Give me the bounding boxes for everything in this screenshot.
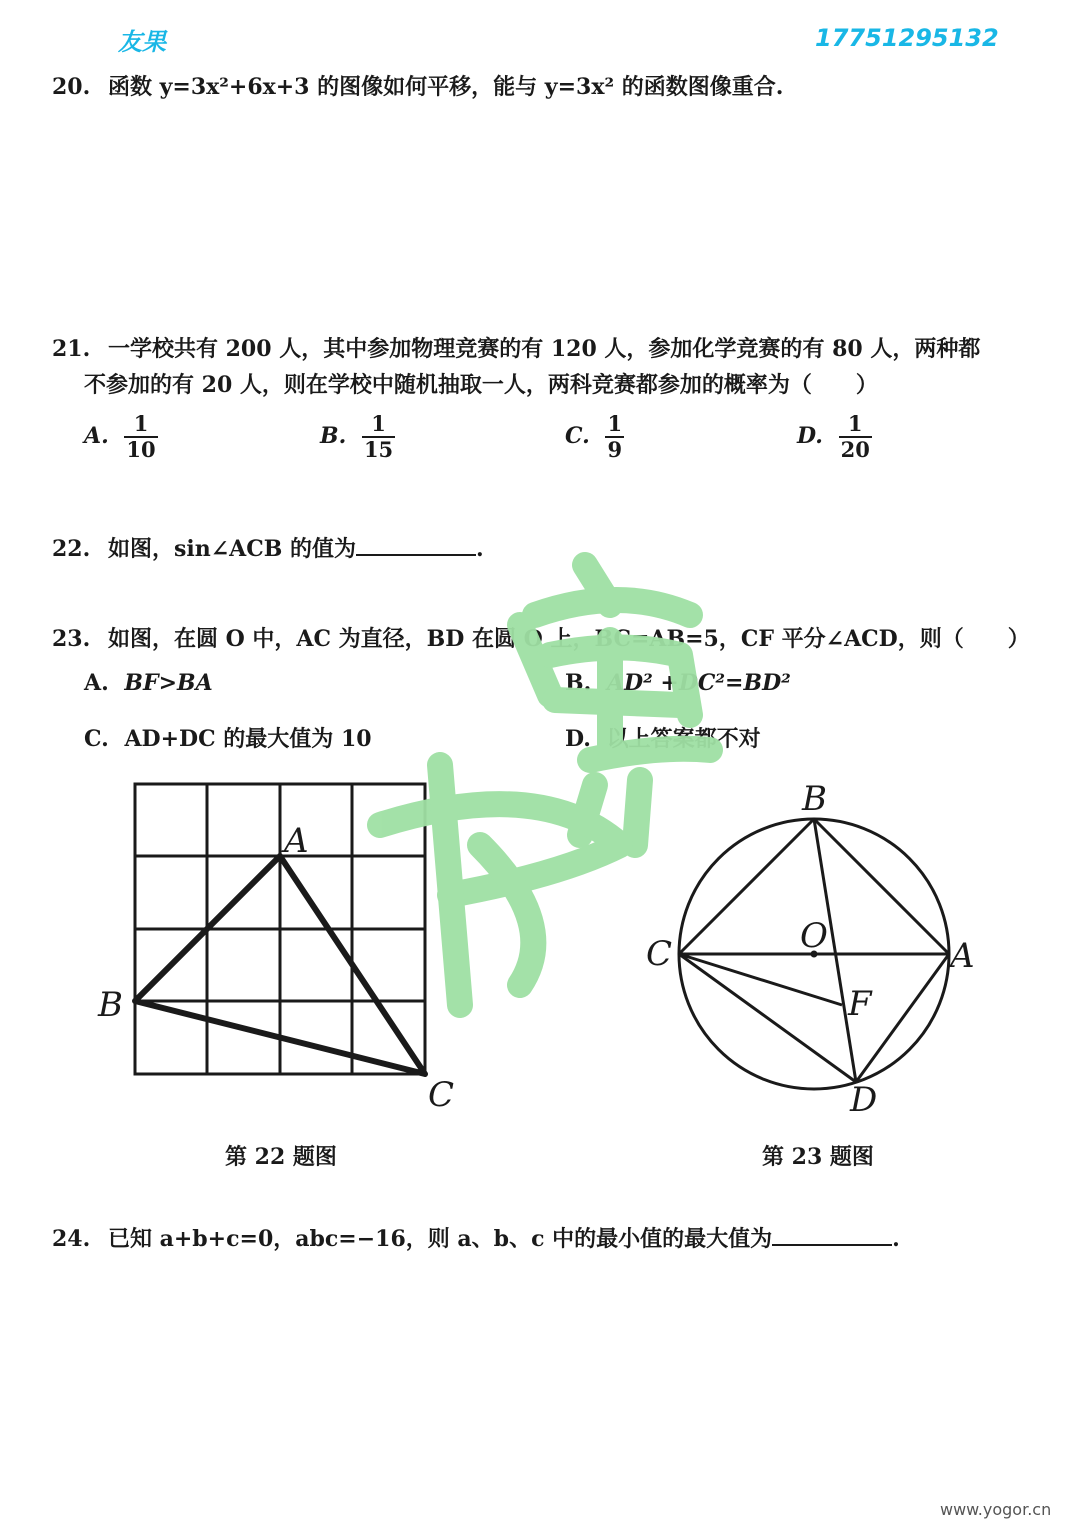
denominator: 10 xyxy=(126,437,156,462)
option-d xyxy=(565,722,761,753)
option-a xyxy=(84,412,158,462)
option-label: C. xyxy=(84,726,109,752)
question-22 xyxy=(52,532,484,566)
label-b: B xyxy=(98,985,123,1025)
question-number: 23. xyxy=(52,626,91,652)
footer-site: www.yogor.cn xyxy=(940,1500,1052,1519)
option-label: A. xyxy=(84,423,109,449)
fraction xyxy=(839,412,872,462)
figure-22-caption: 第 22 题图 xyxy=(225,1144,337,1170)
answer-blank[interactable] xyxy=(356,532,476,556)
option-text: BF>BA xyxy=(124,670,213,696)
label-c: C xyxy=(428,1075,455,1115)
question-text-line2: 不参加的有 20 人，则在学校中随机抽取一人，两科竞赛都参加的概率为（ ） xyxy=(84,372,878,398)
question-number: 20. xyxy=(52,74,91,100)
question-text-line1: 一学校共有 200 人，其中参加物理竞赛的有 120 人，参加化学竞赛的有 80 人，两种都 xyxy=(107,336,981,362)
fraction xyxy=(362,412,395,462)
option-label: D. xyxy=(565,726,591,752)
fraction xyxy=(124,412,157,462)
figure-23 xyxy=(630,775,1000,1125)
phone-number: 17751295132 xyxy=(815,24,999,52)
question-number: 22. xyxy=(52,536,91,562)
numerator: 1 xyxy=(371,411,386,436)
option-b xyxy=(320,412,395,462)
option-label: D. xyxy=(797,423,823,449)
figure-23-caption: 第 23 题图 xyxy=(762,1144,874,1170)
option-label: A. xyxy=(84,670,109,696)
numerator: 1 xyxy=(607,411,623,436)
option-text: 以上答案都不对 xyxy=(606,726,761,752)
answer-blank[interactable] xyxy=(772,1222,892,1246)
denominator: 9 xyxy=(607,437,623,462)
option-label: B. xyxy=(565,670,592,696)
label-o: O xyxy=(800,916,828,956)
option-text: AD+DC 的最大值为 10 xyxy=(124,726,372,752)
numerator: 1 xyxy=(133,411,149,436)
label-b: B xyxy=(802,779,827,819)
option-a xyxy=(84,670,213,696)
option-label: B. xyxy=(320,423,347,449)
option-d xyxy=(797,412,872,462)
question-21 xyxy=(52,332,980,366)
question-text: 如图，sin∠ACB 的值为 xyxy=(107,536,356,562)
question-text: 如图，在圆 O 中，AC 为直径，BD 在圆 O 上，BC=AB=5，CF 平分∠ACD，则（ ） xyxy=(107,626,1030,652)
question-text: 已知 a+b+c=0，abc=−16，则 a、b、c 中的最小值的最大值为 xyxy=(107,1226,773,1252)
label-f: F xyxy=(848,984,872,1024)
question-end: . xyxy=(892,1226,900,1252)
question-24 xyxy=(52,1222,900,1256)
option-text: AD² +DC²=BD² xyxy=(606,670,791,696)
denominator: 15 xyxy=(363,437,394,462)
question-end: . xyxy=(475,536,484,562)
question-number: 24. xyxy=(52,1226,91,1252)
question-number: 21. xyxy=(52,336,91,362)
denominator: 20 xyxy=(840,437,870,462)
label-c: C xyxy=(646,934,673,974)
option-label: C. xyxy=(565,423,590,449)
question-23 xyxy=(52,622,1030,656)
option-c xyxy=(565,412,624,462)
fraction xyxy=(605,412,624,462)
option-c xyxy=(84,722,372,753)
question-text: 函数 y=3x²+6x+3 的图像如何平移，能与 y=3x² 的函数图像重合. xyxy=(107,74,784,100)
question-20 xyxy=(52,70,783,104)
option-b xyxy=(565,670,791,696)
brand-logo: 友果 xyxy=(118,28,166,56)
label-d: D xyxy=(850,1080,878,1120)
numerator: 1 xyxy=(847,411,863,436)
label-a: A xyxy=(950,936,975,976)
figure-22 xyxy=(90,770,490,1120)
label-a: A xyxy=(284,821,309,861)
grid xyxy=(135,784,425,1074)
